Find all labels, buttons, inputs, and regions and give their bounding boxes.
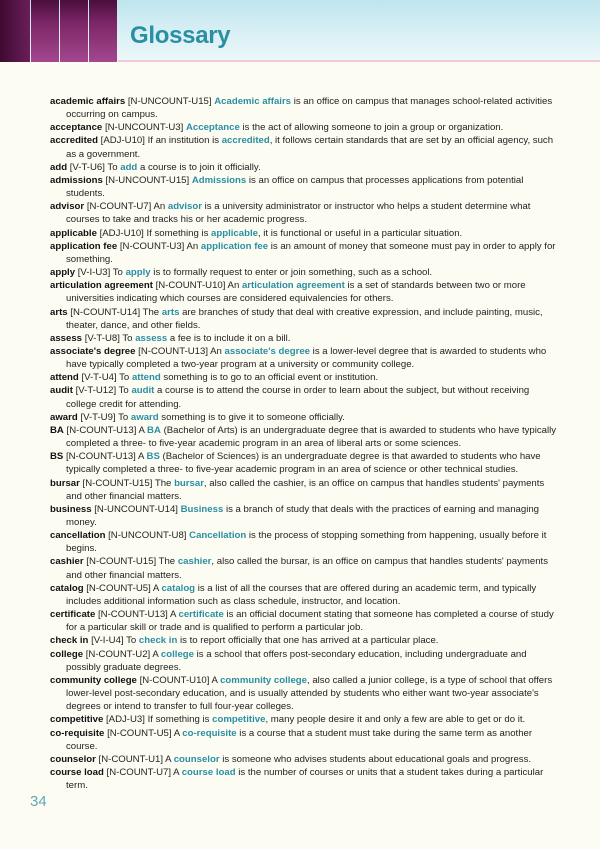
header-tab-decoration [31, 0, 59, 62]
entry-term: arts [50, 306, 68, 318]
entry-code: [N-COUNT-U5] [107, 727, 172, 739]
entry-definition-start: To [122, 332, 136, 344]
entry-term: business [50, 503, 92, 515]
glossary-entry [50, 766, 562, 792]
entry-term: associate's degree [50, 345, 136, 357]
entry-code: [N-UNCOUNT-U14] [94, 503, 178, 515]
entry-definition-start: A [169, 609, 179, 621]
entry-definition: is a set of standards between two or more universities indicating which courses are considered equivalencies for others. [66, 280, 526, 305]
entry-definition: , it follows certain standards that are set by an official agency, such as a government. [66, 135, 554, 160]
entry-definition-start: To [118, 385, 132, 397]
entry-definition: is to formally request to enter or join something, such as a school. [150, 267, 433, 279]
entry-definition-start: An [210, 345, 225, 357]
glossary-entry [50, 727, 562, 753]
entry-definition: is someone who advises students about educational goals and progress. [219, 753, 532, 765]
entry-code: [N-COUNT-U13] [66, 451, 136, 463]
entry-definition-start: The [142, 306, 162, 318]
entry-definition: is a course that a student must take during the same term as another course. [66, 727, 533, 752]
entry-highlight: cashier [177, 556, 212, 568]
entry-highlight: articulation agreement [241, 280, 345, 292]
entry-term: advisor [50, 201, 85, 213]
page-title: Glossary [130, 22, 231, 49]
entry-highlight: counselor [173, 753, 220, 765]
glossary-entry [50, 582, 562, 608]
entry-term: cancellation [50, 530, 106, 542]
entry-definition-start: To [119, 372, 132, 384]
entry-highlight: attend [131, 372, 161, 384]
entry-definition: something is to go to an official event or institution. [160, 372, 379, 384]
entry-term: academic affairs [50, 96, 126, 107]
entry-definition: a course is to join it officially. [137, 161, 261, 173]
entry-definition: is an office on campus that manages school-related activities occurring on campus. [66, 96, 553, 121]
entry-definition: is the number of courses or units that a student takes during a particular term. [66, 766, 544, 792]
entry-highlight: catalog [161, 582, 196, 594]
entry-code: [V-T-U8] [84, 332, 120, 344]
entry-highlight: bursar [174, 477, 204, 489]
header-divider [118, 60, 600, 62]
glossary-entry [50, 266, 562, 279]
entry-highlight: Cancellation [189, 530, 247, 542]
entry-code: [N-COUNT-U13] [98, 609, 168, 621]
entry-definition-start: The [154, 477, 175, 489]
entry-term: articulation agreement [50, 280, 153, 292]
entry-term: bursar [50, 477, 80, 489]
entry-code: [N-UNCOUNT-U15] [127, 96, 212, 107]
entry-definition: is the process of stopping something from happening, usually before it begins. [66, 530, 547, 555]
page-header [0, 0, 600, 62]
entry-definition-start: The [158, 556, 178, 568]
entry-term: assess [50, 332, 83, 344]
glossary-entry [50, 713, 562, 726]
entry-definition: is an official document stating that someone has completed a course of study for a particular skill or trade and is qualified to perform a particular job. [66, 609, 554, 634]
glossary-list [50, 95, 562, 792]
entry-highlight: applicable [211, 227, 258, 239]
entry-term: counselor [50, 753, 96, 765]
entry-highlight: competitive [212, 714, 266, 726]
entry-term: attend [50, 372, 79, 384]
entry-highlight: apply [125, 267, 151, 279]
entry-definition: , it is functional or useful in a particular situation. [257, 227, 463, 239]
entry-term: apply [50, 267, 76, 279]
glossary-entry [50, 384, 562, 410]
entry-term: award [50, 411, 78, 423]
glossary-entry [50, 634, 562, 647]
entry-definition-start: A [152, 582, 162, 594]
entry-definition: is an amount of money that someone must pay in order to apply for something. [66, 240, 556, 265]
entry-definition-start: A [211, 674, 221, 686]
glossary-entry [50, 424, 562, 450]
entry-definition-start: To [112, 267, 126, 279]
entry-code: [N-COUNT-U5] [86, 582, 151, 594]
entry-code: [V-T-U12] [75, 385, 117, 397]
entry-code: [N-COUNT-U1] [98, 753, 164, 765]
entry-code: [N-COUNT-U13] [138, 345, 208, 357]
entry-code: [N-COUNT-U15] [86, 556, 157, 568]
entry-code: [N-COUNT-U14] [70, 306, 141, 318]
entry-term: admissions [50, 174, 103, 186]
glossary-entry [50, 161, 562, 174]
entry-definition-start: A [165, 753, 174, 765]
entry-definition: is a school that offers post-secondary education, including undergraduate and possibly graduate degrees. [66, 648, 527, 673]
entry-code: [ADJ-U10] [100, 135, 145, 147]
entry-term: certificate [50, 609, 96, 621]
entry-definition: (Bachelor of Sciences) is an undergraduate degree is that awarded to students who have typically completed a three- to five-year academic program in an area of science or other technical studies. [66, 451, 541, 476]
entry-code: [V-T-U6] [69, 161, 105, 173]
entry-definition: (Bachelor of Arts) is an undergraduate degree that is awarded to students who have typically completed a three- to five-year academic program in an area of liberal arts or some sciences. [66, 424, 557, 450]
entry-definition-start: To [118, 411, 131, 423]
entry-highlight: Academic affairs [214, 96, 292, 107]
glossary-entry [50, 753, 562, 766]
header-tab-decoration [60, 0, 88, 62]
entry-term: audit [50, 385, 73, 397]
entry-definition: is a university administrator or instructor who helps a student determine what courses to take and tracks his or her academic progress. [66, 201, 531, 226]
entry-term: accredited [50, 135, 98, 147]
entry-highlight: arts [161, 306, 180, 318]
header-tab-decoration [0, 0, 30, 62]
entry-definition-start: An [153, 201, 168, 213]
glossary-entry [50, 227, 562, 240]
entry-term: applicable [50, 227, 97, 239]
glossary-entry [50, 450, 562, 476]
entry-code: [ADJ-U3] [106, 714, 145, 726]
entry-definition-start: An [227, 280, 242, 292]
glossary-entry [50, 503, 562, 529]
entry-code: [N-COUNT-U15] [82, 477, 153, 489]
entry-term: co-requisite [50, 727, 105, 739]
entry-code: [V-T-U9] [80, 411, 116, 423]
entry-term: competitive [50, 714, 104, 726]
entry-highlight: audit [131, 385, 155, 397]
glossary-entry [50, 411, 562, 424]
glossary-entry [50, 648, 562, 674]
glossary-entry [50, 555, 562, 581]
entry-definition-start: An [186, 240, 201, 252]
glossary-entry [50, 134, 562, 160]
entry-definition: is a list of all the courses that are offered during an academic term, and typically includes additional information such as class schedule, instructor, and location. [66, 582, 537, 607]
glossary-entry [50, 200, 562, 226]
entry-highlight: BS [146, 451, 160, 463]
entry-code: [V-I-U3] [77, 267, 111, 279]
entry-term: BA [50, 424, 64, 436]
header-tabs [0, 0, 120, 62]
entry-definition-start: A [138, 424, 148, 436]
entry-highlight: certificate [178, 609, 224, 621]
glossary-entry [50, 674, 562, 713]
entry-definition: , many people desire it and only a few are able to get or do it. [265, 714, 526, 726]
entry-highlight: co-requisite [182, 727, 237, 739]
entry-highlight: associate's degree [224, 345, 311, 357]
entry-highlight: advisor [167, 201, 202, 213]
entry-definition: is an office on campus that processes applications from potential students. [66, 174, 524, 200]
entry-term: community college [50, 674, 137, 686]
entry-code: [N-COUNT-U2] [85, 648, 151, 660]
entry-definition-start: If something is [147, 714, 213, 726]
entry-term: acceptance [50, 122, 103, 134]
entry-code: [V-T-U4] [81, 372, 117, 384]
entry-definition: is to report officially that one has arrived at a particular place. [177, 635, 439, 647]
entry-definition: , also called the bursar, is an office on campus that handles students' payments and other financial matters. [66, 556, 548, 581]
entry-highlight: check in [138, 635, 178, 647]
entry-highlight: assess [135, 332, 168, 344]
glossary-entry [50, 477, 562, 503]
glossary-entry [50, 529, 562, 555]
glossary-entry [50, 306, 562, 332]
header-tab-decoration [89, 0, 117, 62]
glossary-entry [50, 608, 562, 634]
glossary-entry [50, 371, 562, 384]
entry-term: course load [50, 766, 104, 778]
glossary-entry [50, 345, 562, 371]
entry-definition: is the act of allowing someone to join a group or organization. [239, 122, 504, 134]
entry-highlight: accredited [221, 135, 270, 147]
entry-definition-start: A [152, 648, 161, 660]
entry-term: catalog [50, 582, 84, 594]
entry-code: [N-COUNT-U7] [106, 766, 172, 778]
entry-highlight: Business [180, 503, 224, 515]
entry-code: [N-COUNT-U10] [139, 674, 210, 686]
entry-definition: something is to give it to someone officially. [158, 411, 345, 423]
entry-highlight: Acceptance [185, 122, 240, 134]
entry-definition-start: To [107, 161, 121, 173]
entry-code: [N-COUNT-U10] [155, 280, 226, 292]
entry-definition-start: If an institution is [147, 135, 222, 147]
entry-highlight: course load [181, 766, 236, 778]
entry-definition: a course is to attend the course in order to learn about the subject, but without receiving college credit for attending. [66, 385, 530, 410]
entry-code: [N-COUNT-U7] [86, 201, 152, 213]
entry-definition-start: If something is [146, 227, 212, 239]
glossary-entry [50, 95, 562, 121]
entry-highlight: community college [220, 674, 307, 686]
entry-highlight: add [120, 161, 138, 173]
entry-term: college [50, 648, 84, 660]
entry-definition: , also called the cashier, is an office on campus that handles students' payments and other financial matters. [66, 477, 545, 502]
entry-highlight: BA [147, 424, 161, 436]
entry-definition: is a branch of study that deals with the practices of earning and managing money. [66, 503, 540, 528]
entry-definition-start: A [137, 451, 147, 463]
entry-code: [N-UNCOUNT-U15] [105, 174, 190, 186]
entry-highlight: application fee [200, 240, 269, 252]
glossary-entry [50, 332, 562, 345]
glossary-entry [50, 240, 562, 266]
entry-code: [N-UNCOUNT-U3] [104, 122, 184, 134]
entry-term: check in [50, 635, 89, 647]
entry-term: cashier [50, 556, 84, 568]
entry-definition-start: A [173, 766, 182, 778]
entry-definition: , also called a junior college, is a type of school that offers lower-level post-secondary education, and is usually attended by students who either want two-year associate's degrees or intend to transfer to full four-year colleges. [66, 674, 553, 713]
entry-code: [ADJ-U10] [99, 227, 144, 239]
entry-definition: are branches of study that deal with creative expression, and include painting, music, theater, dance, and other fields. [66, 306, 543, 331]
entry-term: BS [50, 451, 64, 463]
entry-code: [V-I-U4] [91, 635, 124, 647]
glossary-entry [50, 121, 562, 134]
entry-definition-start: A [173, 727, 183, 739]
entry-definition-start: To [126, 635, 139, 647]
entry-definition: a fee is to include it on a bill. [167, 332, 291, 344]
page-number: 34 [30, 793, 47, 810]
entry-code: [N-COUNT-U13] [66, 424, 137, 436]
glossary-entry [50, 279, 562, 305]
entry-term: add [50, 161, 68, 173]
entry-highlight: award [130, 411, 159, 423]
entry-highlight: Admissions [191, 174, 247, 186]
entry-term: application fee [50, 240, 118, 252]
entry-highlight: college [160, 648, 194, 660]
glossary-entry [50, 174, 562, 200]
entry-code: [N-UNCOUNT-U8] [108, 530, 187, 542]
entry-definition: is a lower-level degree that is awarded to students who have typically completed a two-year program at a university or community college. [66, 345, 547, 371]
entry-code: [N-COUNT-U3] [119, 240, 185, 252]
